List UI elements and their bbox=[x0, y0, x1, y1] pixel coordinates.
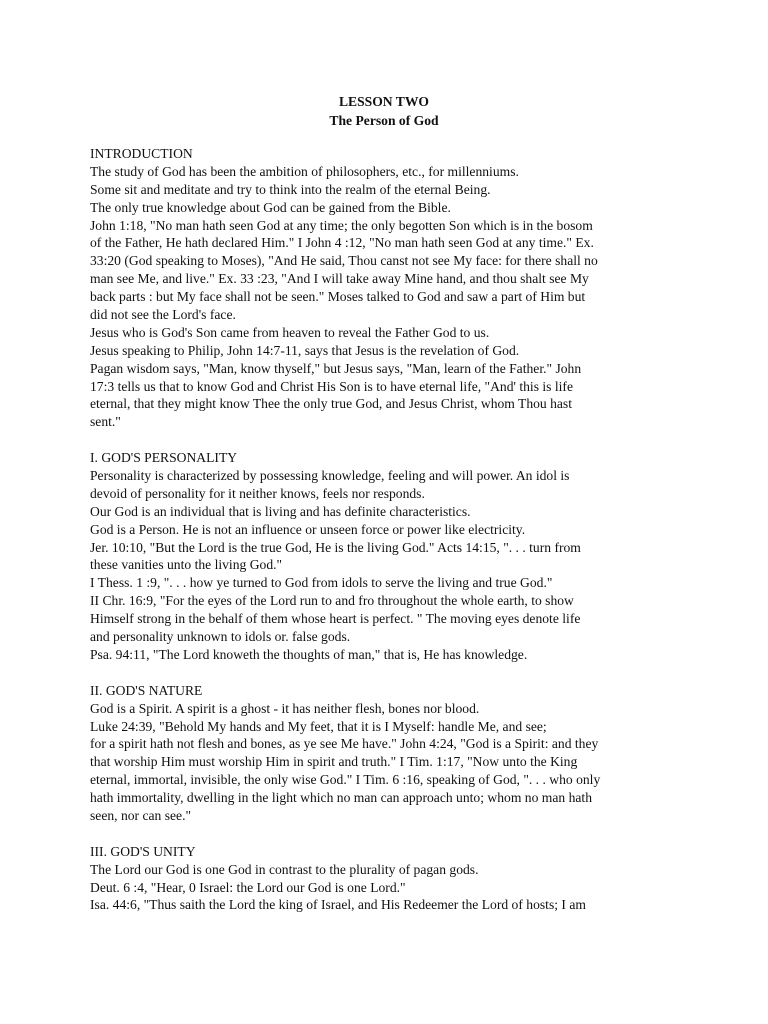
lesson-subtitle: The Person of God bbox=[329, 113, 439, 128]
document-body bbox=[90, 145, 690, 932]
paragraph-line: The Lord our God is one God in contrast to the plurality of pagan gods. bbox=[90, 861, 479, 877]
paragraph-line: Jer. 10:10, "But the Lord is the true God, He is the living God." Acts 14:15, ". . . turn from bbox=[90, 539, 581, 555]
paragraph-line: back parts : but My face shall not be seen." Moses talked to God and saw a part of Him but bbox=[90, 289, 586, 305]
paragraph-line: Himself strong in the behalf of them whose heart is perfect. " The moving eyes denote life bbox=[90, 611, 581, 627]
section bbox=[90, 843, 690, 915]
paragraph-line: for a spirit hath not flesh and bones, as ye see Me have." John 4:24, "God is a Spirit: and they bbox=[90, 736, 599, 752]
paragraph-line: these vanities unto the living God." bbox=[90, 557, 283, 573]
paragraph-line: The only true knowledge about God can be gained from the Bible. bbox=[90, 199, 451, 215]
paragraph-line: that worship Him must worship Him in spirit and truth." I Tim. 1:17, "Now unto the King bbox=[90, 754, 578, 770]
paragraph-line: devoid of personality for it neither knows, feels nor responds. bbox=[90, 485, 425, 501]
paragraph-line: eternal, immortal, invisible, the only wise God." I Tim. 6 :16, speaking of God, ". . . who only bbox=[90, 772, 601, 788]
paragraph-line: man see Me, and live." Ex. 33 :23, "And I will take away Mine hand, and thou shalt see My bbox=[90, 271, 589, 287]
paragraph-line: Jesus speaking to Philip, John 14:7-11, says that Jesus is the revelation of God. bbox=[90, 342, 520, 358]
paragraph-line: did not see the Lord's face. bbox=[90, 307, 236, 323]
section-heading: II. GOD'S NATURE bbox=[90, 682, 203, 698]
paragraph-line: Jesus who is God's Son came from heaven to reveal the Father God to us. bbox=[90, 324, 490, 340]
paragraph-line: and personality unknown to idols or. false gods. bbox=[90, 629, 351, 645]
section-heading: INTRODUCTION bbox=[90, 146, 193, 161]
paragraph-line: The study of God has been the ambition of philosophers, etc., for millenniums. bbox=[90, 163, 519, 179]
paragraph-line: eternal, that they might know Thee the only true God, and Jesus Christ, whom Thou hast bbox=[90, 396, 573, 412]
paragraph-line: Psa. 94:11, "The Lord knoweth the thoughts of man," that is, He has knowledge. bbox=[90, 646, 528, 662]
paragraph-line: God is a Spirit. A spirit is a ghost - it has neither flesh, bones nor blood. bbox=[90, 700, 480, 716]
paragraph-line: seen, nor can see." bbox=[90, 807, 192, 823]
paragraph-line: II Chr. 16:9, "For the eyes of the Lord run to and fro throughout the whole earth, to show bbox=[90, 593, 574, 609]
paragraph-line: 17:3 tells us that to know God and Christ His Son is to have eternal life, "And' this is life bbox=[90, 378, 573, 394]
section bbox=[90, 682, 690, 825]
section bbox=[90, 145, 690, 431]
paragraph-line: John 1:18, "No man hath seen God at any time; the only begotten Son which is in the bosom bbox=[90, 217, 593, 233]
section bbox=[90, 449, 690, 664]
section-heading: III. GOD'S UNITY bbox=[90, 843, 196, 859]
paragraph-line: God is a Person. He is not an influence or unseen force or power like electricity. bbox=[90, 521, 526, 537]
paragraph-line: of the Father, He hath declared Him." I John 4 :12, "No man hath seen God at any time." Ex. bbox=[90, 235, 594, 251]
section-heading: I. GOD'S PERSONALITY bbox=[90, 450, 238, 466]
paragraph-line: Our God is an individual that is living and has definite characteristics. bbox=[90, 503, 471, 519]
paragraph-line: Pagan wisdom says, "Man, know thyself," but Jesus says, "Man, learn of the Father." John bbox=[90, 360, 582, 376]
paragraph-line: 33:20 (God speaking to Moses), "And He said, Thou canst not see My face: for there shall no bbox=[90, 253, 598, 269]
paragraph-line: Some sit and meditate and try to think into the realm of the eternal Being. bbox=[90, 181, 491, 197]
lesson-title: LESSON TWO bbox=[338, 94, 430, 109]
paragraph-line: sent." bbox=[90, 414, 121, 430]
lesson-header bbox=[0, 92, 768, 130]
paragraph-line: Luke 24:39, "Behold My hands and My feet, that it is I Myself: handle Me, and see; bbox=[90, 718, 547, 734]
paragraph-line: Personality is characterized by possessing knowledge, feeling and will power. An idol is bbox=[90, 468, 570, 484]
paragraph-line: I Thess. 1 :9, ". . . how ye turned to God from idols to serve the living and true God." bbox=[90, 575, 553, 591]
paragraph-line: Deut. 6 :4, "Hear, 0 Israel: the Lord our God is one Lord." bbox=[90, 879, 406, 895]
paragraph-line: hath immortality, dwelling in the light which no man can approach unto; whom no man hath bbox=[90, 790, 592, 806]
paragraph-line: Isa. 44:6, "Thus saith the Lord the king of Israel, and His Redeemer the Lord of hosts; I am bbox=[90, 897, 586, 913]
